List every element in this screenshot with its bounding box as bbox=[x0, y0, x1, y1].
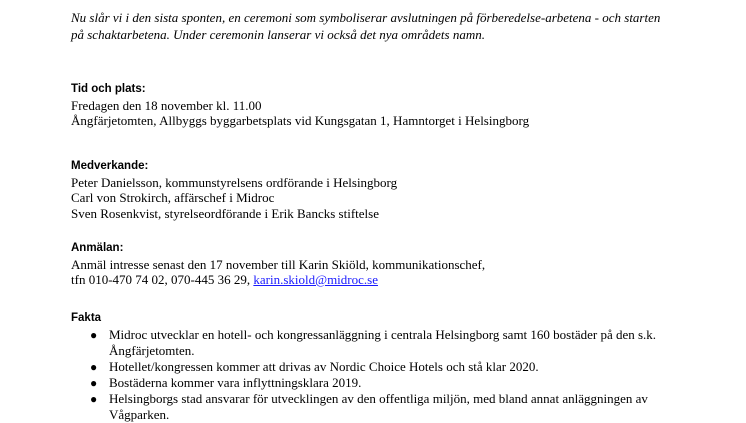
participant-line: Sven Rosenkvist, styrelseordförande i Erik Bancks stiftelse bbox=[71, 205, 379, 221]
section-heading: Fakta bbox=[71, 312, 102, 324]
bullet-icon: ● bbox=[90, 359, 98, 374]
section-participants bbox=[71, 159, 397, 221]
section-heading: Medverkande: bbox=[71, 160, 149, 172]
participant-line: Peter Danielsson, kommunstyrelsens ordförande i Helsingborg bbox=[71, 174, 398, 190]
facts-list bbox=[90, 327, 709, 423]
section-heading: Anmälan: bbox=[71, 242, 124, 254]
registration-line: Anmäl intresse senast den 17 november till Karin Skiöld, kommunikationschef, bbox=[71, 256, 486, 272]
bullet-icon: ● bbox=[90, 327, 98, 342]
list-item: ● Bostäderna kommer vara inflyttningsklara 2019. bbox=[90, 374, 362, 390]
section-facts bbox=[71, 311, 709, 423]
phone-text: tfn 010-470 74 02, 070-445 36 29, bbox=[71, 272, 254, 287]
section-registration bbox=[71, 241, 485, 288]
contact-line bbox=[71, 272, 485, 288]
section-time-place bbox=[71, 82, 529, 129]
section-heading: Tid och plats: bbox=[71, 83, 146, 95]
bullet-icon: ● bbox=[90, 391, 98, 406]
intro-paragraph: Nu slår vi i den sista sponten, en ceremoni som symboliserar avslutningen på förberedelse-arbetena - och starten på schaktarbetena. Under ceremonin lanserar vi också det nya områdets namn. bbox=[71, 10, 661, 42]
list-item: ● Helsingborgs stad ansvarar för utvecklingen av den offentliga miljön, med bland annat anläggningen av Vågparken. bbox=[90, 390, 648, 422]
email-link[interactable]: karin.skiold@midroc.se bbox=[253, 272, 378, 287]
list-item: ● Midroc utvecklar en hotell- och kongressanläggning i centrala Helsingborg samt 160 bostäder på den s.k. Ångfärjetomten. bbox=[90, 326, 657, 358]
location-line: Ångfärjetomten, Allbyggs byggarbetsplats vid Kungsgatan 1, Hamntorget i Helsingborg bbox=[71, 113, 530, 128]
participant-line: Carl von Strokirch, affärschef i Midroc bbox=[71, 190, 275, 205]
date-line: Fredagen den 18 november kl. 11.00 bbox=[71, 97, 262, 113]
list-item: ● Hotellet/kongressen kommer att drivas av Nordic Choice Hotels och stå klar 2020. bbox=[90, 358, 539, 374]
bullet-icon: ● bbox=[90, 375, 98, 390]
